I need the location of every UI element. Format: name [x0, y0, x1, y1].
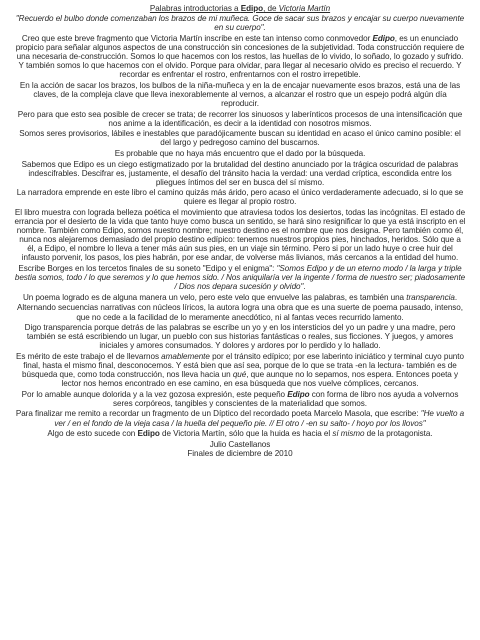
paragraph-10: Un poema logrado es de alguna manera un velo, pero este velo que envuelve las palabras, es también una transparencia. — [22, 292, 458, 302]
work-name: Edipo — [287, 389, 310, 399]
work-name: Edipo — [372, 33, 395, 43]
masola-quote: "He vuelto a ver / en el fondo de la vieja casa / la huella del pequeño pie. // El otro / -en su salto- / hoyo por los llovos" — [54, 409, 465, 428]
emphasis-word: qué — [232, 370, 247, 380]
paragraph-11: Alternando secuencias narrativas con núcleos líricos, la autora logra una obra que es una suerte de poema pausado, intenso, que no cede a la facilidad de lo meramente anecdótico, ni al fantas veces recurrido lamento. — [17, 303, 463, 322]
borges-quote: "Somos Edipo y de un eterno modo / la larga y triple bestia somos, todo / lo que seremos y lo que hemos sido. / Nos aniquilaría ver la ingente / forma de nuestro ser; piadosamente / Dios nos depara sucesión y olvido" — [14, 264, 466, 292]
document-title — [14, 4, 466, 13]
title-middle: , de — [263, 4, 279, 13]
paragraph-14: Por lo amable aunque dolorida y a la vez gozosa expresión, este pequeño Edipo con forma de libro nos ayuda a volvernos seres corpóreos, tangibles y conscientes de la materialidad que somos. — [21, 389, 459, 408]
emphasis-word: transparencia — [406, 292, 455, 302]
emphasis-word: amablemente — [161, 351, 210, 361]
paragraph-1: Creo que este breve fragmento que Victoria Martín inscribe en este tan intenso como conmovedor Edipo, es un enunciado propicio para señalar algunos aspectos de una construcción sin concesiones de la subjetividad. Toda construcción requiere de una necesaria de-construcción. Somos lo que hacemos con los restos, las huellas de lo vivido, lo soñado, lo gozado y sufrido. Y también somos lo que hacemos con el olvido. Porque para olvidar, para llegar al necesario olvido es preciso el recuerdo. Y recordar es enfrentar el rostro, enfrentarnos con el rostro irrepetible. — [15, 33, 465, 80]
author-name: Julio Castellanos — [209, 439, 271, 449]
title-work: Edipo — [240, 4, 264, 13]
emphasis-word: sí mismo — [332, 429, 365, 439]
paragraph-2: En la acción de sacar los brazos, los bulbos de la niña-muñeca y en la de encajar nuevamente esos brazos, está una de las claves, de la compleja clave que lleva inexorablemente al vernos, a alcanzar el rostro que un espejo podrá algún día reproducir. — [19, 80, 461, 108]
paragraph-4: Somos seres provisorios, lábiles e inestables que paradójicamente buscan su identidad en acaso el único camino posible: el del largo y pedregoso camino del buscarnos. — [19, 129, 461, 148]
paragraph-15: Para finalizar me remito a recordar un fragmento de un Díptico del recordado poeta Marcelo Masola, que escribe: "He vuelto a ver / en el fondo de la vieja casa / la huella del pequeño pie. // El otro / -en su salto- / hoyo por los llovos" — [15, 409, 465, 428]
paragraph-16: Algo de esto sucede con Edipo de Victoria Martín, sólo que la huida es hacia el sí mismo de la protagonista. — [47, 429, 433, 439]
paragraph-6: Sabemos que Edipo es un ciego estigmatizado por la brutalidad del destino anunciado por la trágica oscuridad de palabras indescifrables. Descifrar es, justamente, el desafío del tránsito hacia la verdad: una verdad críptica, escondida entre los pliegues íntimos del ser en busca del sí mismo. — [21, 159, 459, 187]
work-name: Edipo — [137, 429, 160, 439]
signature-date: Finales de diciembre de 2010 — [187, 448, 293, 458]
paragraph-12: Digo transparencia porque detrás de las palabras se escribe un yo y en los intersticios del yo un padre y una madre, pero también se está escribiendo un lugar, un pueblo con sus historias fantásticas o reales, sus ficciones. Y juegos, y amores iniciales y amores consumados. Y dolores y ardores por lo perdido y lo hallado. — [24, 323, 456, 351]
paragraph-13: Es mérito de este trabajo el de llevarnos amablemente por el tránsito edípico; por ese laberinto iniciático y terminal cuyo punto final, hasta el mismo final, desconocemos. Y está bien que así sea, porque de lo que se trata -en la lectura- también es de búsqueda que, como toda construcción, nos lleva hacia un qué, que aunque no lo sepamos, nos espera. Entonces poeta y lector nos hemos encontrado en ese camino, en esa búsqueda que nos vuelve cómplices, cercanos. — [16, 351, 464, 389]
signature-block — [14, 440, 466, 458]
paragraph-5: Es probable que no haya más encuentro que el dado por la búsqueda. — [114, 148, 366, 158]
title-prefix: Palabras introductorias a — [149, 4, 241, 13]
title-author: Victoria Martín — [278, 4, 331, 13]
paragraph-7: La narradora emprende en este libro el camino quizás más árido, pero acaso el único verdaderamente adecuado, si lo que se quiere es llegar al propio rostro. — [16, 188, 464, 207]
epigraph: "Recuerdo el bulbo donde comenzaban los brazos de mi muñeca. Goce de sacar sus brazos y encajar su cuerpo nuevamente en su cuerpo". — [15, 14, 465, 33]
paragraph-8: El libro muestra con lograda belleza poética el movimiento que atraviesa todos los desiertos, todas las incógnitas. El estado de errancia por el desierto de la vida que tanto huye como busca un sentido, se hará sino resignificar lo que ya está inscripto en el nombre. También como Edipo, somos nuestro nombre; nuestro destino es el nombre que nos designa. Pero también como él, nunca nos alejaremos demasiado del propio destino edípico: tenemos nuestros propios pies, hinchados, heridos. Sólo que a él, a Edipo, el nombre lo lleva a tener más aún sus pies, en un viaje sin término. Pero si por un lado huye o cree huir del infausto porvenir, los pasos, los pies habrán, por ese andar, de volverse más livianos, más cercanos a la entidad del humo. — [14, 207, 466, 263]
paragraph-3: Pero para que esto sea posible de crecer se trata; de recorrer los sinuosos y laberínticos procesos de una intensificación que nos anime a la identificación, es decir a la identidad con nosotros mismos. — [17, 109, 463, 128]
paragraph-9: Escribe Borges en los tercetos finales de su soneto "Edipo y el enigma": "Somos Edipo y de un eterno modo / la larga y triple bestia somos, todo / lo que seremos y lo que hemos sido. / Nos aniquilaría ver la ingente / forma de nuestro ser; piadosamente / Dios nos depara sucesión y olvido". — [14, 264, 466, 292]
